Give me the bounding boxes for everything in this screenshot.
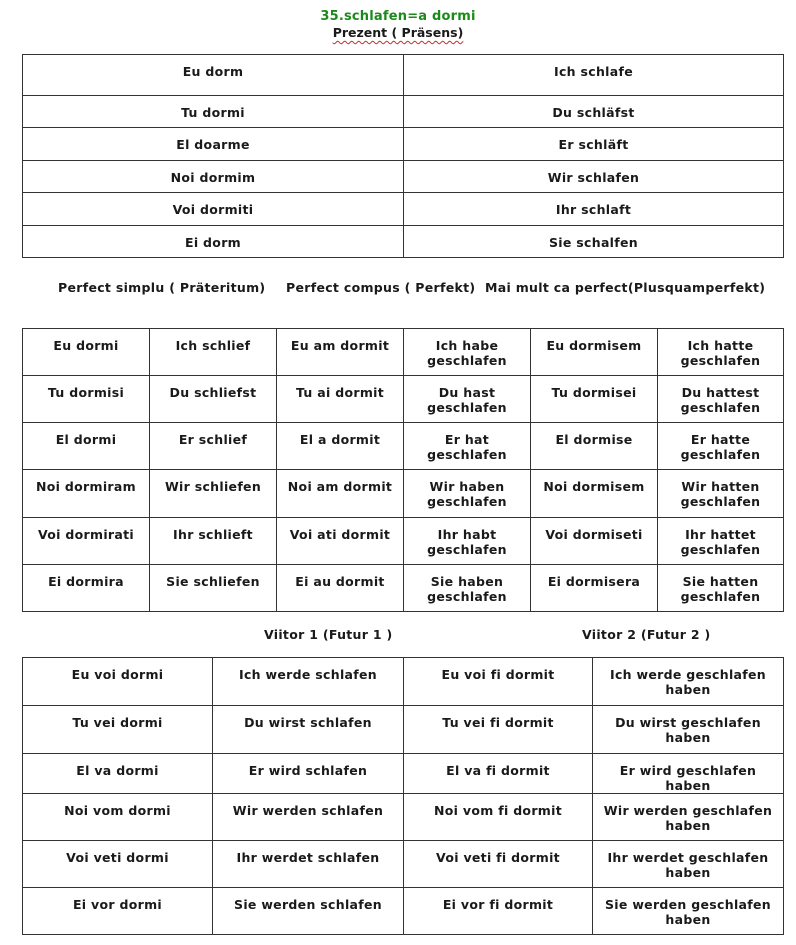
present-romanian-cell: Noi dormim xyxy=(23,161,404,193)
present-tense-heading-text: Prezent ( Präsens) xyxy=(332,25,464,40)
simple-past-romanian-cell: Tu dormisi xyxy=(23,376,150,423)
simple-past-romanian-cell: Ei dormira xyxy=(23,565,150,612)
table-row xyxy=(23,565,784,612)
present-romanian-cell: Eu dorm xyxy=(23,55,404,96)
future1-romanian-cell: Voi veti dormi xyxy=(23,841,213,888)
table-row xyxy=(23,754,784,794)
table-row xyxy=(23,841,784,888)
compound-past-romanian-cell: Voi ati dormit xyxy=(277,518,404,565)
present-german-cell: Du schläfst xyxy=(404,96,784,128)
compound-past-romanian-cell: Ei au dormit xyxy=(277,565,404,612)
future2-romanian-cell: Ei vor fi dormit xyxy=(404,888,593,935)
compound-past-german-cell: Ich habe geschlafen xyxy=(404,329,531,376)
pluperfect-german-cell: Du hattest geschlafen xyxy=(658,376,784,423)
table-row xyxy=(23,226,784,258)
present-romanian-cell: Ei dorm xyxy=(23,226,404,258)
future2-german-cell: Ihr werdet geschlafen haben xyxy=(593,841,784,888)
pluperfect-romanian-cell: Voi dormiseti xyxy=(531,518,658,565)
simple-past-romanian-cell: Voi dormirati xyxy=(23,518,150,565)
present-german-cell: Wir schlafen xyxy=(404,161,784,193)
compound-past-german-cell: Wir haben geschlafen xyxy=(404,470,531,518)
future1-german-cell: Er wird schlafen xyxy=(213,754,404,794)
future1-romanian-cell: Ei vor dormi xyxy=(23,888,213,935)
future2-romanian-cell: El va fi dormit xyxy=(404,754,593,794)
past-table xyxy=(22,328,784,612)
table-row xyxy=(23,329,784,376)
future2-german-cell: Sie werden geschlafen haben xyxy=(593,888,784,935)
simple-past-german-cell: Ich schlief xyxy=(150,329,277,376)
future2-romanian-cell: Noi vom fi dormit xyxy=(404,794,593,841)
future2-heading: Viitor 2 (Futur 2 ) xyxy=(582,627,711,642)
present-table xyxy=(22,54,784,258)
compound-past-romanian-cell: El a dormit xyxy=(277,423,404,470)
table-row xyxy=(23,55,784,96)
table-row xyxy=(23,888,784,935)
compound-past-german-cell: Ihr habt geschlafen xyxy=(404,518,531,565)
pluperfect-romanian-cell: Ei dormisera xyxy=(531,565,658,612)
present-german-cell: Ich schlafe xyxy=(404,55,784,96)
compound-past-german-cell: Sie haben geschlafen xyxy=(404,565,531,612)
compound-past-german-cell: Du hast geschlafen xyxy=(404,376,531,423)
future1-german-cell: Wir werden schlafen xyxy=(213,794,404,841)
future1-heading: Viitor 1 (Futur 1 ) xyxy=(264,627,393,642)
table-row xyxy=(23,128,784,161)
future2-german-cell: Er wird geschlafen haben xyxy=(593,754,784,794)
pluperfect-heading: Mai mult ca perfect(Plusquamperfekt) xyxy=(485,280,766,295)
future2-romanian-cell: Tu vei fi dormit xyxy=(404,706,593,754)
future1-romanian-cell: Eu voi dormi xyxy=(23,658,213,706)
pluperfect-german-cell: Sie hatten geschlafen xyxy=(658,565,784,612)
pluperfect-romanian-cell: El dormise xyxy=(531,423,658,470)
simple-past-romanian-cell: Eu dormi xyxy=(23,329,150,376)
future1-german-cell: Ich werde schlafen xyxy=(213,658,404,706)
table-row xyxy=(23,470,784,518)
table-row xyxy=(23,376,784,423)
simple-past-german-cell: Wir schliefen xyxy=(150,470,277,518)
document-title: 35.schlafen=a dormi xyxy=(320,9,476,24)
future2-german-cell: Ich werde geschlafen haben xyxy=(593,658,784,706)
present-german-cell: Ihr schlaft xyxy=(404,193,784,226)
table-row xyxy=(23,706,784,754)
future1-romanian-cell: Noi vom dormi xyxy=(23,794,213,841)
compound-past-romanian-cell: Tu ai dormit xyxy=(277,376,404,423)
table-row xyxy=(23,193,784,226)
table-row xyxy=(23,423,784,470)
compound-past-heading: Perfect compus ( Perfekt) xyxy=(286,280,476,295)
pluperfect-romanian-cell: Tu dormisei xyxy=(531,376,658,423)
pluperfect-german-cell: Er hatte geschlafen xyxy=(658,423,784,470)
table-row xyxy=(23,794,784,841)
future2-romanian-cell: Voi veti fi dormit xyxy=(404,841,593,888)
table-row xyxy=(23,161,784,193)
future-table xyxy=(22,657,784,935)
simple-past-german-cell: Er schlief xyxy=(150,423,277,470)
present-romanian-cell: El doarme xyxy=(23,128,404,161)
future1-romanian-cell: El va dormi xyxy=(23,754,213,794)
present-german-cell: Er schläft xyxy=(404,128,784,161)
simple-past-german-cell: Sie schliefen xyxy=(150,565,277,612)
table-row xyxy=(23,518,784,565)
future2-romanian-cell: Eu voi fi dormit xyxy=(404,658,593,706)
simple-past-heading: Perfect simplu ( Präteritum) xyxy=(58,280,266,295)
simple-past-romanian-cell: Noi dormiram xyxy=(23,470,150,518)
table-row xyxy=(23,96,784,128)
future1-german-cell: Sie werden schlafen xyxy=(213,888,404,935)
future1-german-cell: Du wirst schlafen xyxy=(213,706,404,754)
pluperfect-german-cell: Wir hatten geschlafen xyxy=(658,470,784,518)
future2-german-cell: Du wirst geschlafen haben xyxy=(593,706,784,754)
simple-past-german-cell: Du schliefst xyxy=(150,376,277,423)
compound-past-romanian-cell: Noi am dormit xyxy=(277,470,404,518)
future1-romanian-cell: Tu vei dormi xyxy=(23,706,213,754)
compound-past-romanian-cell: Eu am dormit xyxy=(277,329,404,376)
pluperfect-romanian-cell: Noi dormisem xyxy=(531,470,658,518)
simple-past-german-cell: Ihr schlieft xyxy=(150,518,277,565)
pluperfect-german-cell: Ich hatte geschlafen xyxy=(658,329,784,376)
future1-german-cell: Ihr werdet schlafen xyxy=(213,841,404,888)
present-romanian-cell: Voi dormiti xyxy=(23,193,404,226)
present-german-cell: Sie schalfen xyxy=(404,226,784,258)
present-romanian-cell: Tu dormi xyxy=(23,96,404,128)
compound-past-german-cell: Er hat geschlafen xyxy=(404,423,531,470)
pluperfect-german-cell: Ihr hattet geschlafen xyxy=(658,518,784,565)
future2-german-cell: Wir werden geschlafen haben xyxy=(593,794,784,841)
present-tense-heading xyxy=(0,25,796,40)
simple-past-romanian-cell: El dormi xyxy=(23,423,150,470)
table-row xyxy=(23,658,784,706)
pluperfect-romanian-cell: Eu dormisem xyxy=(531,329,658,376)
